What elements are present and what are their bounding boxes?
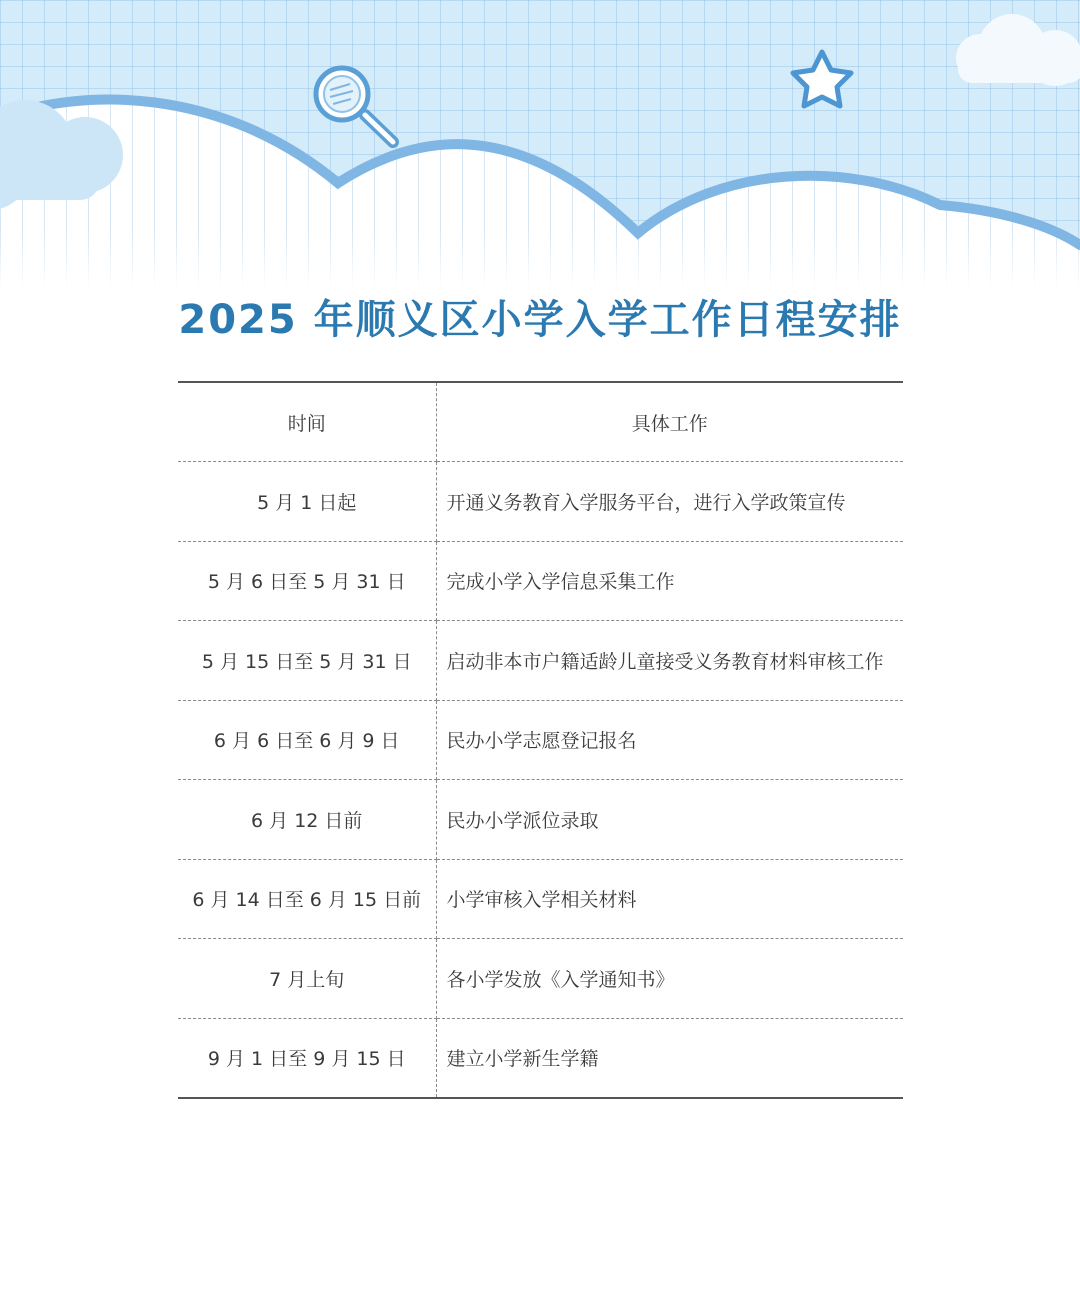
row-work: 开通义务教育入学服务平台，进行入学政策宣传 xyxy=(436,462,903,542)
cloud-icon xyxy=(956,14,1080,86)
page-title: 2025 年顺义区小学入学工作日程安排 xyxy=(178,297,902,343)
row-time: 6 月 6 日至 6 月 9 日 xyxy=(178,700,436,780)
table-header-row xyxy=(178,382,903,462)
row-work: 民办小学派位录取 xyxy=(436,780,903,860)
row-time: 6 月 12 日前 xyxy=(178,780,436,860)
row-work: 民办小学志愿登记报名 xyxy=(436,700,903,780)
header-work: 具体工作 xyxy=(436,382,903,462)
row-work: 各小学发放《入学通知书》 xyxy=(436,939,903,1019)
schedule-table xyxy=(178,381,903,1099)
row-work: 小学审核入学相关材料 xyxy=(436,859,903,939)
row-time: 5 月 15 日至 5 月 31 日 xyxy=(178,621,436,701)
magnifier-icon xyxy=(316,68,393,142)
table-row xyxy=(178,541,903,621)
table-row xyxy=(178,700,903,780)
table-row xyxy=(178,939,903,1019)
row-time: 6 月 14 日至 6 月 15 日前 xyxy=(178,859,436,939)
header-time: 时间 xyxy=(178,382,436,462)
row-time: 9 月 1 日至 9 月 15 日 xyxy=(178,1018,436,1098)
row-work: 建立小学新生学籍 xyxy=(446,1048,599,1070)
row-time: 5 月 6 日至 5 月 31 日 xyxy=(178,541,436,621)
header-banner xyxy=(0,0,1080,290)
row-work: 启动非本市户籍适龄儿童接受义务教育材料审核工作 xyxy=(436,621,903,701)
table-row xyxy=(178,859,903,939)
row-time: 7 月上旬 xyxy=(178,939,436,1019)
banner-decoration xyxy=(0,0,1080,290)
table-row xyxy=(178,1018,903,1098)
table-row xyxy=(178,780,903,860)
table-row xyxy=(178,462,903,542)
table-row xyxy=(178,621,903,701)
row-work: 完成小学入学信息采集工作 xyxy=(436,541,903,621)
star-icon xyxy=(793,52,851,106)
row-time: 5 月 1 日起 xyxy=(178,462,436,542)
